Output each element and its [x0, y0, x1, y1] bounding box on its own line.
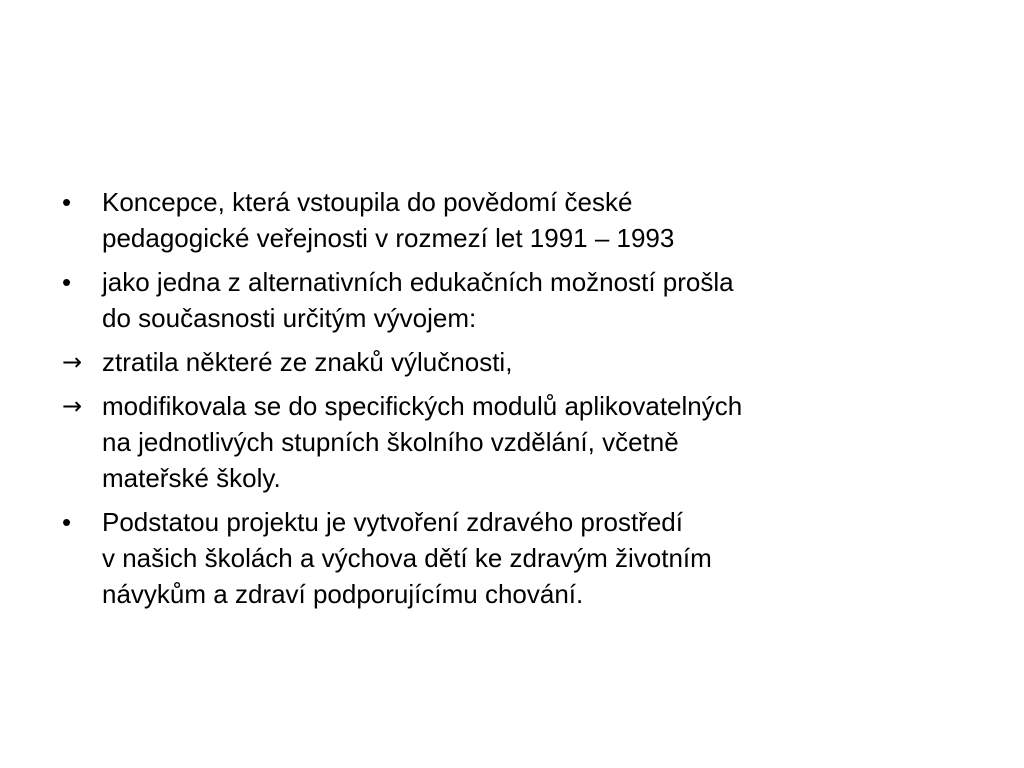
arrow-item-2: [62, 388, 962, 496]
arrow-text-line: ztratila některé ze znaků výlučnosti,: [102, 347, 513, 377]
bullet-text-line: návykům a zdraví podporujícímu chování.: [102, 579, 584, 609]
bullet-list: [62, 184, 962, 620]
bullet-item-2: [62, 264, 962, 336]
arrow-text-line: modifikovala se do specifických modulů aplikovatelných: [102, 391, 743, 421]
bullet-text-line: pedagogické veřejnosti v rozmezí let 1991 – 1993: [102, 223, 675, 253]
bullet-text-line: jako jedna z alternativních edukačních možností prošla: [102, 267, 734, 297]
bullet-marker: •: [62, 267, 72, 297]
bullet-item-1: [62, 184, 962, 256]
bullet-marker: •: [62, 507, 72, 537]
arrow-text-line: na jednotlivých stupních školního vzdělání, včetně: [102, 427, 679, 457]
arrow-right-icon: →: [62, 348, 83, 376]
arrow-text-line: mateřské školy.: [102, 463, 281, 493]
bullet-item-3: [62, 504, 962, 612]
arrow-right-icon: →: [62, 392, 83, 420]
bullet-text-line: v našich školách a výchova dětí ke zdravým životním: [102, 543, 712, 573]
bullet-marker: •: [62, 187, 72, 217]
bullet-text-line: Koncepce, která vstoupila do povědomí české: [102, 187, 633, 217]
bullet-text-line: Podstatou projektu je vytvoření zdravého prostředí: [102, 507, 683, 537]
bullet-text-line: do současnosti určitým vývojem:: [102, 303, 477, 333]
arrow-item-1: [62, 344, 962, 380]
